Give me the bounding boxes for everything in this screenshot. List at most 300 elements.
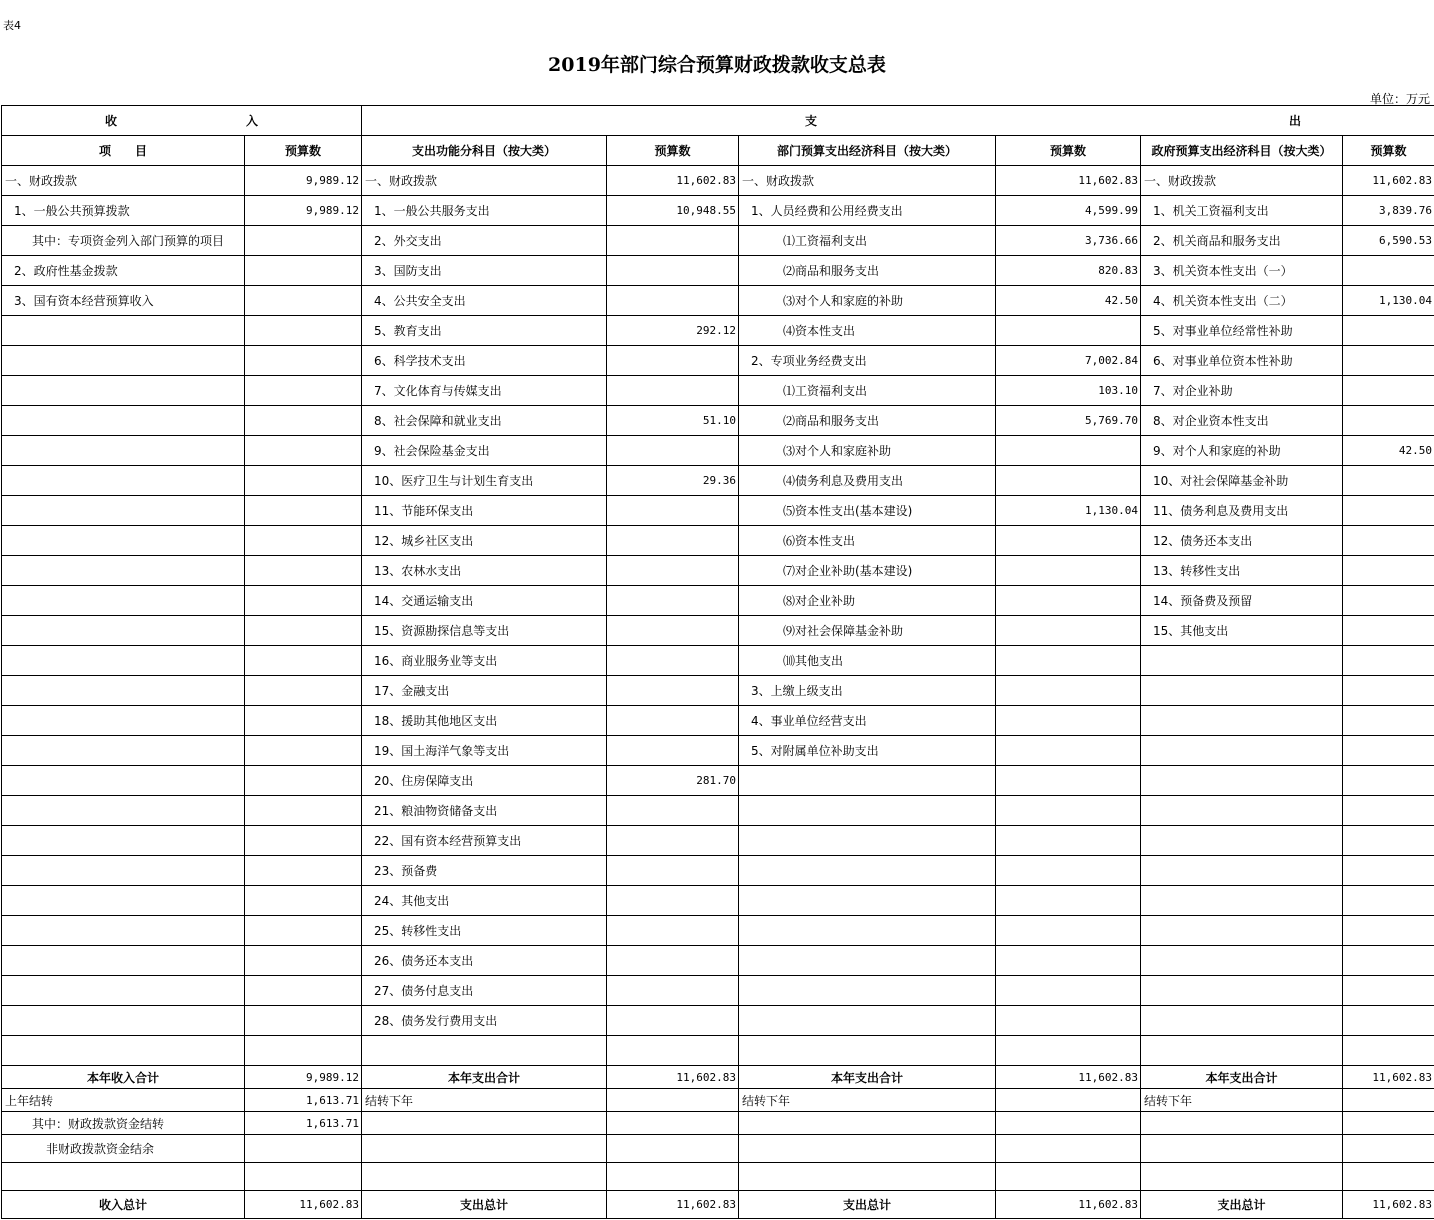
item-name-cell [2, 736, 245, 766]
table-row [2, 616, 1434, 646]
item-name-cell [1141, 886, 1343, 916]
table-row [2, 406, 1434, 436]
budget-amount-cell [996, 556, 1141, 586]
item-name-cell: 支出总计 [739, 1191, 996, 1219]
item-name-cell [2, 856, 245, 886]
item-name-cell: 11、债务利息及费用支出 [1141, 496, 1343, 526]
budget-amount-cell [245, 286, 362, 316]
budget-amount-cell [1343, 616, 1434, 646]
item-name-cell: 2、外交支出 [362, 226, 607, 256]
budget-amount-cell [996, 856, 1141, 886]
budget-amount-cell [996, 736, 1141, 766]
budget-amount-cell: 51.10 [607, 406, 739, 436]
item-name-cell: ⑷资本性支出 [739, 316, 996, 346]
budget-amount-cell: 6,590.53 [1343, 226, 1434, 256]
table-row [2, 316, 1434, 346]
table-row [2, 556, 1434, 586]
table-row [2, 286, 1434, 316]
budget-amount-cell: 3,736.66 [996, 226, 1141, 256]
budget-amount-cell: 820.83 [996, 256, 1141, 286]
annual-total-row [2, 1066, 1434, 1089]
budget-amount-cell [607, 796, 739, 826]
budget-amount-cell [607, 1089, 739, 1112]
budget-amount-cell [996, 916, 1141, 946]
budget-amount-cell [245, 796, 362, 826]
table-row [2, 496, 1434, 526]
item-name-cell [739, 976, 996, 1006]
budget-amount-cell: 11,602.83 [1343, 1191, 1434, 1219]
item-name-cell: 8、对企业资本性支出 [1141, 406, 1343, 436]
item-name-cell [2, 1006, 245, 1036]
budget-amount-cell [607, 916, 739, 946]
table-row [2, 826, 1434, 856]
item-name-cell: 一、财政拨款 [362, 166, 607, 196]
budget-amount-cell [1343, 1089, 1434, 1112]
budget-amount-cell: 3,839.76 [1343, 196, 1434, 226]
item-name-cell: 本年支出合计 [362, 1066, 607, 1089]
item-name-cell: 12、城乡社区支出 [362, 526, 607, 556]
item-name-cell: 8、社会保障和就业支出 [362, 406, 607, 436]
item-name-cell [2, 496, 245, 526]
budget-amount-cell [1343, 496, 1434, 526]
income-section-header [2, 106, 362, 136]
carryover-row [2, 1089, 1434, 1112]
budget-amount-cell [607, 226, 739, 256]
budget-amount-cell [1343, 1163, 1434, 1191]
item-name-cell [2, 676, 245, 706]
item-name-cell: ⑼对社会保障基金补助 [739, 616, 996, 646]
item-name-cell: ⑻对企业补助 [739, 586, 996, 616]
column-header: 支出功能分科目（按大类） [362, 136, 607, 166]
item-name-cell: 上年结转 [2, 1089, 245, 1112]
column-header: 预算数 [1343, 136, 1434, 166]
item-name-cell: 1、人员经费和公用经费支出 [739, 196, 996, 226]
item-name-cell [1141, 736, 1343, 766]
budget-amount-cell: 4,599.99 [996, 196, 1141, 226]
budget-amount-cell [607, 736, 739, 766]
budget-amount-cell [607, 556, 739, 586]
budget-amount-cell: 281.70 [607, 766, 739, 796]
table-row [2, 736, 1434, 766]
table-row [2, 916, 1434, 946]
table-row [2, 946, 1434, 976]
item-name-cell [739, 916, 996, 946]
item-name-cell: 22、国有资本经营预算支出 [362, 826, 607, 856]
budget-amount-cell: 42.50 [1343, 436, 1434, 466]
budget-amount-cell [1343, 886, 1434, 916]
item-name-cell [2, 316, 245, 346]
table-row [2, 376, 1434, 406]
item-name-cell: 6、科学技术支出 [362, 346, 607, 376]
item-name-cell [2, 466, 245, 496]
item-name-cell: ⑶对个人和家庭补助 [739, 436, 996, 466]
item-name-cell [739, 826, 996, 856]
item-name-cell: 5、对事业单位经常性补助 [1141, 316, 1343, 346]
item-name-cell [2, 346, 245, 376]
budget-amount-cell [1343, 466, 1434, 496]
item-name-cell [1141, 1006, 1343, 1036]
table-row [2, 466, 1434, 496]
carryover-row [2, 1112, 1434, 1135]
item-name-cell: ⑴工资福利支出 [739, 226, 996, 256]
budget-amount-cell: 11,602.83 [996, 166, 1141, 196]
budget-amount-cell [607, 976, 739, 1006]
item-name-cell: 20、住房保障支出 [362, 766, 607, 796]
budget-amount-cell [245, 226, 362, 256]
expense-section-header [362, 106, 1434, 136]
item-name-cell: ⑸资本性支出(基本建设) [739, 496, 996, 526]
item-name-cell: 支出总计 [1141, 1191, 1343, 1219]
budget-amount-cell [245, 736, 362, 766]
item-name-cell: 一、财政拨款 [1141, 166, 1343, 196]
table-row [2, 166, 1434, 196]
unit-label: 单位：万元 [1369, 92, 1430, 106]
item-name-cell [362, 1112, 607, 1135]
item-name-cell: ⑷债务利息及费用支出 [739, 466, 996, 496]
budget-amount-cell [996, 436, 1141, 466]
item-name-cell: 28、债务发行费用支出 [362, 1006, 607, 1036]
item-name-cell [2, 976, 245, 1006]
item-name-cell [2, 796, 245, 826]
budget-amount-cell [1343, 1135, 1434, 1163]
budget-amount-cell [996, 886, 1141, 916]
item-name-cell [2, 616, 245, 646]
item-name-cell: 4、公共安全支出 [362, 286, 607, 316]
carryover-row [2, 1135, 1434, 1163]
item-name-cell: 11、节能环保支出 [362, 496, 607, 526]
item-name-cell: 2、政府性基金拨款 [2, 256, 245, 286]
budget-amount-cell [607, 1163, 739, 1191]
budget-amount-cell [607, 286, 739, 316]
budget-amount-cell [607, 376, 739, 406]
budget-amount-cell [245, 256, 362, 286]
item-name-cell: 3、上缴上级支出 [739, 676, 996, 706]
budget-amount-cell [996, 976, 1141, 1006]
budget-amount-cell [607, 706, 739, 736]
budget-amount-cell: 103.10 [996, 376, 1141, 406]
budget-amount-cell [1343, 946, 1434, 976]
budget-amount-cell [1343, 676, 1434, 706]
budget-amount-cell [996, 1089, 1141, 1112]
item-name-cell: ⑽其他支出 [739, 646, 996, 676]
budget-amount-cell [1343, 706, 1434, 736]
table-row [2, 886, 1434, 916]
budget-amount-cell [1343, 916, 1434, 946]
item-name-cell: 3、国防支出 [362, 256, 607, 286]
item-name-cell: 5、教育支出 [362, 316, 607, 346]
item-name-cell [2, 886, 245, 916]
budget-amount-cell [245, 436, 362, 466]
item-name-cell [739, 1135, 996, 1163]
budget-amount-cell [996, 1163, 1141, 1191]
budget-amount-cell [245, 406, 362, 436]
table-row [2, 586, 1434, 616]
column-header: 部门预算支出经济科目（按大类） [739, 136, 996, 166]
item-name-cell: 本年支出合计 [739, 1066, 996, 1089]
item-name-cell: 9、对个人和家庭的补助 [1141, 436, 1343, 466]
sheet-label: 表4 [3, 19, 21, 32]
budget-amount-cell [1343, 586, 1434, 616]
budget-amount-cell [245, 1163, 362, 1191]
budget-amount-cell [607, 436, 739, 466]
budget-amount-cell [996, 586, 1141, 616]
item-name-cell: 结转下年 [362, 1089, 607, 1112]
budget-amount-cell: 1,130.04 [1343, 286, 1434, 316]
budget-amount-cell: 292.12 [607, 316, 739, 346]
column-header: 预算数 [245, 136, 362, 166]
table-row [2, 1006, 1434, 1036]
budget-amount-cell [245, 946, 362, 976]
grand-total-row [2, 1191, 1434, 1219]
budget-amount-cell [607, 256, 739, 286]
budget-amount-cell [1343, 796, 1434, 826]
budget-amount-cell: 29.36 [607, 466, 739, 496]
budget-amount-cell [245, 766, 362, 796]
item-name-cell: 其中：财政拨款资金结转 [2, 1112, 245, 1135]
item-name-cell: 本年支出合计 [1141, 1066, 1343, 1089]
budget-amount-cell [996, 1112, 1141, 1135]
budget-amount-cell [1343, 316, 1434, 346]
item-name-cell [1141, 1112, 1343, 1135]
item-name-cell: 本年收入合计 [2, 1066, 245, 1089]
budget-amount-cell: 11,602.83 [607, 166, 739, 196]
item-name-cell [2, 556, 245, 586]
budget-amount-cell: 5,769.70 [996, 406, 1141, 436]
column-header: 项 目 [2, 136, 245, 166]
budget-amount-cell [245, 496, 362, 526]
budget-amount-cell [996, 1036, 1141, 1066]
budget-amount-cell [607, 886, 739, 916]
item-name-cell [739, 1112, 996, 1135]
item-name-cell [362, 1135, 607, 1163]
table-row [2, 766, 1434, 796]
budget-amount-cell [245, 586, 362, 616]
budget-amount-cell [1343, 1006, 1434, 1036]
column-header: 预算数 [996, 136, 1141, 166]
item-name-cell: 1、一般公共服务支出 [362, 196, 607, 226]
item-name-cell: 7、对企业补助 [1141, 376, 1343, 406]
budget-amount-cell [245, 886, 362, 916]
budget-amount-cell: 7,002.84 [996, 346, 1141, 376]
item-name-cell [1141, 706, 1343, 736]
item-name-cell [1141, 976, 1343, 1006]
budget-amount-cell [607, 1006, 739, 1036]
budget-amount-cell [996, 526, 1141, 556]
column-header: 预算数 [607, 136, 739, 166]
item-name-cell [1141, 1036, 1343, 1066]
table-row [2, 526, 1434, 556]
item-name-cell: 15、其他支出 [1141, 616, 1343, 646]
item-name-cell: 26、债务还本支出 [362, 946, 607, 976]
budget-amount-cell [607, 1036, 739, 1066]
income-header-char-2: 入 [245, 114, 258, 128]
budget-amount-cell: 9,989.12 [245, 166, 362, 196]
item-name-cell: 4、机关资本性支出（二） [1141, 286, 1343, 316]
item-name-cell: 10、对社会保障基金补助 [1141, 466, 1343, 496]
item-name-cell: 一、财政拨款 [739, 166, 996, 196]
item-name-cell [2, 526, 245, 556]
budget-amount-cell [996, 766, 1141, 796]
item-name-cell: 非财政拨款资金结余 [2, 1135, 245, 1163]
budget-amount-cell [245, 1006, 362, 1036]
budget-amount-cell [996, 616, 1141, 646]
item-name-cell: 2、机关商品和服务支出 [1141, 226, 1343, 256]
item-name-cell [2, 706, 245, 736]
item-name-cell: 3、机关资本性支出（一） [1141, 256, 1343, 286]
budget-amount-cell [245, 616, 362, 646]
budget-amount-cell [1343, 346, 1434, 376]
item-name-cell: 收入总计 [2, 1191, 245, 1219]
budget-amount-cell: 1,130.04 [996, 496, 1141, 526]
budget-amount-cell [996, 1135, 1141, 1163]
item-name-cell [739, 886, 996, 916]
item-name-cell: 18、援助其他地区支出 [362, 706, 607, 736]
item-name-cell [2, 646, 245, 676]
budget-amount-cell [1343, 976, 1434, 1006]
item-name-cell [2, 586, 245, 616]
item-name-cell: 14、交通运输支出 [362, 586, 607, 616]
item-name-cell [1141, 676, 1343, 706]
budget-amount-cell [245, 826, 362, 856]
budget-amount-cell [245, 556, 362, 586]
item-name-cell [2, 406, 245, 436]
budget-amount-cell [245, 376, 362, 406]
item-name-cell: 14、预备费及预留 [1141, 586, 1343, 616]
item-name-cell [2, 1163, 245, 1191]
table-row [2, 856, 1434, 886]
budget-amount-cell [996, 946, 1141, 976]
expense-header-char-2: 出 [1288, 114, 1301, 128]
item-name-cell: 23、预备费 [362, 856, 607, 886]
item-name-cell [2, 766, 245, 796]
item-name-cell [1141, 646, 1343, 676]
section-header-row [2, 106, 1434, 136]
item-name-cell: ⑶对个人和家庭的补助 [739, 286, 996, 316]
item-name-cell [2, 376, 245, 406]
item-name-cell: 13、农林水支出 [362, 556, 607, 586]
budget-amount-cell [1343, 556, 1434, 586]
item-name-cell: 2、专项业务经费支出 [739, 346, 996, 376]
budget-amount-cell [245, 526, 362, 556]
item-name-cell: 12、债务还本支出 [1141, 526, 1343, 556]
budget-amount-cell [607, 526, 739, 556]
budget-amount-cell [245, 466, 362, 496]
item-name-cell: 结转下年 [739, 1089, 996, 1112]
budget-amount-cell: 11,602.83 [1343, 166, 1434, 196]
table-row [2, 436, 1434, 466]
budget-amount-cell [1343, 1036, 1434, 1066]
item-name-cell: 25、转移性支出 [362, 916, 607, 946]
budget-amount-cell [996, 676, 1141, 706]
budget-amount-cell [245, 1135, 362, 1163]
budget-amount-cell: 11,602.83 [245, 1191, 362, 1219]
budget-amount-cell [996, 1006, 1141, 1036]
budget-amount-cell: 11,602.83 [1343, 1066, 1434, 1089]
budget-amount-cell [607, 586, 739, 616]
table-row [2, 196, 1434, 226]
column-header-row [2, 136, 1434, 166]
item-name-cell: 3、国有资本经营预算收入 [2, 286, 245, 316]
budget-amount-cell [1343, 856, 1434, 886]
budget-amount-cell [607, 856, 739, 886]
item-name-cell: 19、国土海洋气象等支出 [362, 736, 607, 766]
budget-amount-cell [996, 316, 1141, 346]
budget-amount-cell [607, 676, 739, 706]
item-name-cell: 10、医疗卫生与计划生育支出 [362, 466, 607, 496]
item-name-cell [1141, 766, 1343, 796]
budget-amount-cell [996, 826, 1141, 856]
budget-amount-cell [245, 316, 362, 346]
item-name-cell: 15、资源勘探信息等支出 [362, 616, 607, 646]
budget-amount-cell [607, 1135, 739, 1163]
item-name-cell [1141, 1163, 1343, 1191]
budget-amount-cell [245, 976, 362, 1006]
item-name-cell: 一、财政拨款 [2, 166, 245, 196]
budget-amount-cell: 11,602.83 [996, 1191, 1141, 1219]
item-name-cell: ⑺对企业补助(基本建设) [739, 556, 996, 586]
column-header: 政府预算支出经济科目（按大类） [1141, 136, 1343, 166]
item-name-cell [739, 946, 996, 976]
table-row [2, 646, 1434, 676]
item-name-cell [362, 1036, 607, 1066]
item-name-cell: 21、粮油物资储备支出 [362, 796, 607, 826]
item-name-cell: 6、对事业单位资本性补助 [1141, 346, 1343, 376]
budget-amount-cell [996, 796, 1141, 826]
item-name-cell: 4、事业单位经营支出 [739, 706, 996, 736]
budget-amount-cell: 11,602.83 [996, 1066, 1141, 1089]
budget-amount-cell [607, 946, 739, 976]
budget-amount-cell [1343, 406, 1434, 436]
budget-amount-cell [1343, 1112, 1434, 1135]
table-row [2, 796, 1434, 826]
item-name-cell [1141, 1135, 1343, 1163]
budget-amount-cell: 42.50 [996, 286, 1141, 316]
item-name-cell: ⑵商品和服务支出 [739, 406, 996, 436]
budget-amount-cell [245, 706, 362, 736]
budget-amount-cell: 1,613.71 [245, 1089, 362, 1112]
income-header-char-1: 收 [105, 114, 118, 128]
budget-amount-cell [996, 646, 1141, 676]
item-name-cell: 27、债务付息支出 [362, 976, 607, 1006]
budget-table [1, 105, 1434, 1219]
item-name-cell [739, 796, 996, 826]
item-name-cell: 16、商业服务业等支出 [362, 646, 607, 676]
table-row [2, 346, 1434, 376]
item-name-cell: ⑵商品和服务支出 [739, 256, 996, 286]
table-row [2, 1036, 1434, 1066]
item-name-cell [2, 916, 245, 946]
item-name-cell: 1、机关工资福利支出 [1141, 196, 1343, 226]
item-name-cell: 其中：专项资金列入部门预算的项目 [2, 226, 245, 256]
budget-amount-cell [1343, 646, 1434, 676]
budget-amount-cell [607, 346, 739, 376]
item-name-cell: 7、文化体育与传媒支出 [362, 376, 607, 406]
budget-amount-cell [1343, 826, 1434, 856]
table-row [2, 676, 1434, 706]
budget-amount-cell [245, 856, 362, 886]
item-name-cell [739, 856, 996, 886]
budget-amount-cell [1343, 766, 1434, 796]
item-name-cell [2, 436, 245, 466]
budget-amount-cell: 10,948.55 [607, 196, 739, 226]
item-name-cell: 9、社会保险基金支出 [362, 436, 607, 466]
item-name-cell: 结转下年 [1141, 1089, 1343, 1112]
budget-amount-cell: 11,602.83 [607, 1066, 739, 1089]
budget-amount-cell [996, 466, 1141, 496]
budget-amount-cell [245, 1036, 362, 1066]
item-name-cell: ⑴工资福利支出 [739, 376, 996, 406]
budget-amount-cell: 9,989.12 [245, 1066, 362, 1089]
